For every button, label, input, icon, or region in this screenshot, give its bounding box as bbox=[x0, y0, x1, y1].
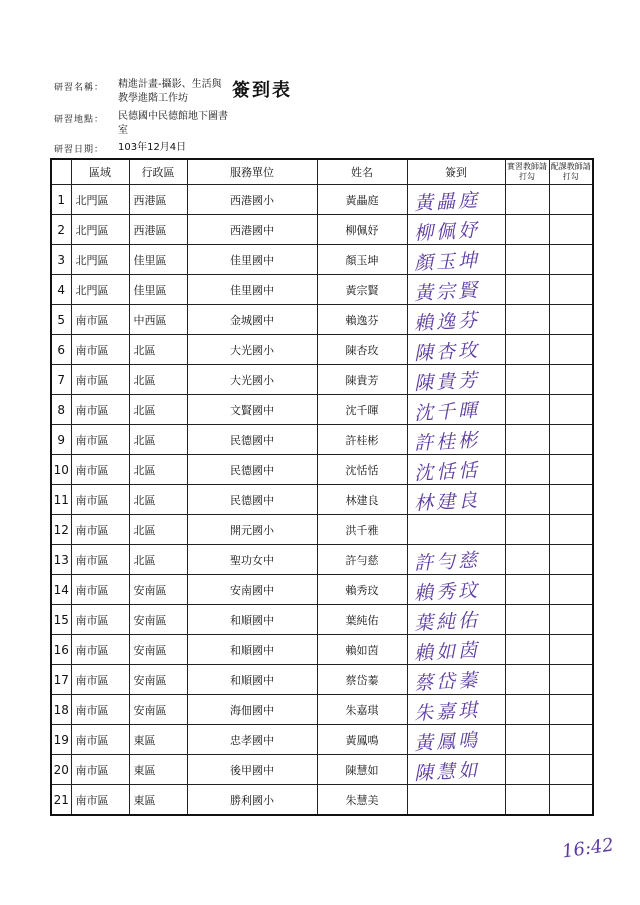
unit-cell: 民德國中 bbox=[187, 455, 317, 485]
handwritten-time-note: 16:42 bbox=[560, 834, 616, 863]
name-cell: 黃鳳鳴 bbox=[317, 725, 407, 755]
intern-check-cell bbox=[505, 305, 549, 335]
course-check-cell bbox=[549, 275, 593, 305]
intern-check-cell bbox=[505, 335, 549, 365]
region-cell: 北門區 bbox=[71, 275, 129, 305]
course-check-cell bbox=[549, 755, 593, 785]
name-cell: 沈千暉 bbox=[317, 395, 407, 425]
region-cell: 北門區 bbox=[71, 215, 129, 245]
name-cell: 黃畾庭 bbox=[317, 185, 407, 215]
district-cell: 安南區 bbox=[129, 605, 187, 635]
col-header-unit: 服務單位 bbox=[187, 159, 317, 185]
col-header-course-check: 配課教師請打勾 bbox=[549, 159, 593, 185]
unit-cell: 大光國小 bbox=[187, 365, 317, 395]
table-row bbox=[51, 635, 593, 665]
district-cell: 北區 bbox=[129, 515, 187, 545]
course-check-cell bbox=[549, 215, 593, 245]
handwritten-signature: 沈恬恬 bbox=[413, 459, 481, 485]
table-row bbox=[51, 725, 593, 755]
handwritten-signature: 沈千暉 bbox=[413, 399, 481, 425]
region-cell: 南市區 bbox=[71, 485, 129, 515]
unit-cell: 勝利國小 bbox=[187, 785, 317, 816]
course-check-cell bbox=[549, 665, 593, 695]
district-cell: 東區 bbox=[129, 755, 187, 785]
course-place-label: 研習地點： bbox=[54, 115, 105, 125]
signature-cell bbox=[407, 665, 505, 695]
name-cell: 林建良 bbox=[317, 485, 407, 515]
table-row bbox=[51, 605, 593, 635]
unit-cell: 西港國小 bbox=[187, 185, 317, 215]
region-cell: 南市區 bbox=[71, 455, 129, 485]
handwritten-signature: 林建良 bbox=[413, 489, 481, 515]
table-row bbox=[51, 305, 593, 335]
unit-cell: 和順國中 bbox=[187, 605, 317, 635]
handwritten-signature: 賴逸芬 bbox=[413, 309, 481, 335]
unit-cell: 文賢國中 bbox=[187, 395, 317, 425]
course-check-cell bbox=[549, 635, 593, 665]
signature-cell bbox=[407, 335, 505, 365]
district-cell: 安南區 bbox=[129, 695, 187, 725]
course-check-cell bbox=[549, 605, 593, 635]
signature-cell bbox=[407, 725, 505, 755]
region-cell: 南市區 bbox=[71, 515, 129, 545]
table-row bbox=[51, 335, 593, 365]
name-cell: 許勻慈 bbox=[317, 545, 407, 575]
signature-cell bbox=[407, 785, 505, 816]
signature-cell bbox=[407, 365, 505, 395]
table-row bbox=[51, 485, 593, 515]
handwritten-signature: 黃宗賢 bbox=[413, 279, 481, 305]
intern-check-cell bbox=[505, 275, 549, 305]
intern-check-cell bbox=[505, 605, 549, 635]
intern-check-cell bbox=[505, 245, 549, 275]
course-check-cell bbox=[549, 395, 593, 425]
district-cell: 北區 bbox=[129, 395, 187, 425]
region-cell: 南市區 bbox=[71, 605, 129, 635]
region-cell: 南市區 bbox=[71, 725, 129, 755]
col-header-signature: 簽到 bbox=[407, 159, 505, 185]
signature-cell bbox=[407, 695, 505, 725]
name-cell: 柳佩妤 bbox=[317, 215, 407, 245]
district-cell: 北區 bbox=[129, 425, 187, 455]
handwritten-signature: 黃畾庭 bbox=[413, 189, 481, 215]
name-cell: 朱嘉琪 bbox=[317, 695, 407, 725]
signature-cell bbox=[407, 545, 505, 575]
district-cell: 北區 bbox=[129, 455, 187, 485]
table-row bbox=[51, 395, 593, 425]
name-cell: 朱慧美 bbox=[317, 785, 407, 816]
row-number: 20 bbox=[51, 755, 71, 785]
col-header-intern-check: 實習教師請打勾 bbox=[505, 159, 549, 185]
row-number: 2 bbox=[51, 215, 71, 245]
course-check-cell bbox=[549, 695, 593, 725]
unit-cell: 大光國小 bbox=[187, 335, 317, 365]
intern-check-cell bbox=[505, 515, 549, 545]
course-check-cell bbox=[549, 185, 593, 215]
row-number: 1 bbox=[51, 185, 71, 215]
name-cell: 陳杏玫 bbox=[317, 335, 407, 365]
table-row bbox=[51, 215, 593, 245]
region-cell: 南市區 bbox=[71, 695, 129, 725]
district-cell: 北區 bbox=[129, 545, 187, 575]
region-cell: 南市區 bbox=[71, 365, 129, 395]
row-number: 5 bbox=[51, 305, 71, 335]
course-check-cell bbox=[549, 785, 593, 816]
intern-check-cell bbox=[505, 635, 549, 665]
unit-cell: 佳里國中 bbox=[187, 275, 317, 305]
name-cell: 賴如茵 bbox=[317, 635, 407, 665]
region-cell: 南市區 bbox=[71, 755, 129, 785]
name-cell: 陳慧如 bbox=[317, 755, 407, 785]
intern-check-cell bbox=[505, 725, 549, 755]
handwritten-signature: 顏玉坤 bbox=[413, 249, 481, 275]
name-cell: 洪千雅 bbox=[317, 515, 407, 545]
col-header-name: 姓名 bbox=[317, 159, 407, 185]
col-header-district: 行政區 bbox=[129, 159, 187, 185]
signature-cell bbox=[407, 395, 505, 425]
unit-cell: 民德國中 bbox=[187, 485, 317, 515]
district-cell: 東區 bbox=[129, 725, 187, 755]
handwritten-signature: 朱嘉琪 bbox=[413, 699, 481, 725]
course-check-cell bbox=[549, 305, 593, 335]
signature-cell bbox=[407, 605, 505, 635]
table-row bbox=[51, 365, 593, 395]
course-date-label: 研習日期： bbox=[54, 145, 105, 155]
course-check-cell bbox=[549, 425, 593, 455]
row-number: 17 bbox=[51, 665, 71, 695]
row-number: 21 bbox=[51, 785, 71, 816]
intern-check-cell bbox=[505, 785, 549, 816]
course-date-value: 103年12月4日 bbox=[118, 142, 187, 153]
table-row bbox=[51, 545, 593, 575]
name-cell: 葉純佑 bbox=[317, 605, 407, 635]
table-row bbox=[51, 425, 593, 455]
district-cell: 東區 bbox=[129, 785, 187, 816]
unit-cell: 後甲國中 bbox=[187, 755, 317, 785]
row-number: 9 bbox=[51, 425, 71, 455]
region-cell: 南市區 bbox=[71, 395, 129, 425]
signature-cell bbox=[407, 245, 505, 275]
unit-cell: 西港國中 bbox=[187, 215, 317, 245]
signature-cell bbox=[407, 425, 505, 455]
row-number: 16 bbox=[51, 635, 71, 665]
district-cell: 北區 bbox=[129, 365, 187, 395]
intern-check-cell bbox=[505, 185, 549, 215]
table-row bbox=[51, 755, 593, 785]
page-title: 簽到表 bbox=[232, 80, 292, 101]
signature-cell bbox=[407, 755, 505, 785]
name-cell: 黃宗賢 bbox=[317, 275, 407, 305]
course-check-cell bbox=[549, 365, 593, 395]
row-number: 6 bbox=[51, 335, 71, 365]
course-check-cell bbox=[549, 515, 593, 545]
row-number: 3 bbox=[51, 245, 71, 275]
handwritten-signature: 許桂彬 bbox=[413, 429, 481, 455]
unit-cell: 和順國中 bbox=[187, 635, 317, 665]
handwritten-signature: 陳貴芳 bbox=[413, 369, 481, 395]
signature-cell bbox=[407, 515, 505, 545]
region-cell: 南市區 bbox=[71, 545, 129, 575]
sign-in-table bbox=[50, 158, 594, 816]
intern-check-cell bbox=[505, 665, 549, 695]
intern-check-cell bbox=[505, 395, 549, 425]
handwritten-signature: 柳佩妤 bbox=[413, 219, 481, 245]
name-cell: 許桂彬 bbox=[317, 425, 407, 455]
unit-cell: 聖功女中 bbox=[187, 545, 317, 575]
unit-cell: 安南國中 bbox=[187, 575, 317, 605]
signature-cell bbox=[407, 215, 505, 245]
region-cell: 北門區 bbox=[71, 185, 129, 215]
table-row bbox=[51, 665, 593, 695]
row-number: 11 bbox=[51, 485, 71, 515]
row-number: 13 bbox=[51, 545, 71, 575]
row-number: 14 bbox=[51, 575, 71, 605]
intern-check-cell bbox=[505, 215, 549, 245]
row-number: 4 bbox=[51, 275, 71, 305]
district-cell: 西港區 bbox=[129, 185, 187, 215]
name-cell: 顏玉坤 bbox=[317, 245, 407, 275]
district-cell: 安南區 bbox=[129, 575, 187, 605]
district-cell: 佳里區 bbox=[129, 275, 187, 305]
course-name-label: 研習名稱： bbox=[54, 83, 105, 93]
region-cell: 南市區 bbox=[71, 305, 129, 335]
unit-cell: 佳里國中 bbox=[187, 245, 317, 275]
course-check-cell bbox=[549, 245, 593, 275]
handwritten-signature: 陳杏玫 bbox=[413, 339, 481, 365]
intern-check-cell bbox=[505, 695, 549, 725]
intern-check-cell bbox=[505, 485, 549, 515]
intern-check-cell bbox=[505, 425, 549, 455]
intern-check-cell bbox=[505, 455, 549, 485]
signature-cell bbox=[407, 485, 505, 515]
signature-cell bbox=[407, 185, 505, 215]
table-row bbox=[51, 695, 593, 725]
region-cell: 南市區 bbox=[71, 425, 129, 455]
row-number: 15 bbox=[51, 605, 71, 635]
unit-cell: 忠孝國中 bbox=[187, 725, 317, 755]
course-check-cell bbox=[549, 575, 593, 605]
signature-cell bbox=[407, 455, 505, 485]
handwritten-signature: 黃鳳鳴 bbox=[413, 729, 481, 755]
district-cell: 西港區 bbox=[129, 215, 187, 245]
col-header-number bbox=[51, 159, 71, 185]
course-check-cell bbox=[549, 335, 593, 365]
district-cell: 佳里區 bbox=[129, 245, 187, 275]
course-place-value: 民德國中民德館地下圖書室 bbox=[118, 111, 228, 136]
table-row bbox=[51, 275, 593, 305]
name-cell: 賴秀玟 bbox=[317, 575, 407, 605]
table-row bbox=[51, 455, 593, 485]
col-header-region: 區域 bbox=[71, 159, 129, 185]
unit-cell: 和順國中 bbox=[187, 665, 317, 695]
name-cell: 蔡岱蓁 bbox=[317, 665, 407, 695]
unit-cell: 金城國中 bbox=[187, 305, 317, 335]
unit-cell: 民德國中 bbox=[187, 425, 317, 455]
signature-cell bbox=[407, 575, 505, 605]
region-cell: 南市區 bbox=[71, 785, 129, 816]
intern-check-cell bbox=[505, 365, 549, 395]
handwritten-signature: 陳慧如 bbox=[413, 759, 481, 785]
name-cell: 陳貴芳 bbox=[317, 365, 407, 395]
row-number: 19 bbox=[51, 725, 71, 755]
handwritten-signature: 蔡岱蓁 bbox=[413, 669, 481, 695]
unit-cell: 海佃國中 bbox=[187, 695, 317, 725]
table-header-row bbox=[51, 159, 593, 185]
unit-cell: 開元國小 bbox=[187, 515, 317, 545]
district-cell: 中西區 bbox=[129, 305, 187, 335]
district-cell: 安南區 bbox=[129, 665, 187, 695]
region-cell: 南市區 bbox=[71, 575, 129, 605]
course-check-cell bbox=[549, 545, 593, 575]
handwritten-signature: 許勻慈 bbox=[413, 549, 481, 575]
signature-cell bbox=[407, 275, 505, 305]
signature-cell bbox=[407, 635, 505, 665]
region-cell: 南市區 bbox=[71, 665, 129, 695]
region-cell: 南市區 bbox=[71, 635, 129, 665]
row-number: 8 bbox=[51, 395, 71, 425]
handwritten-signature: 賴秀玟 bbox=[413, 579, 481, 605]
intern-check-cell bbox=[505, 545, 549, 575]
table-row bbox=[51, 245, 593, 275]
district-cell: 北區 bbox=[129, 335, 187, 365]
handwritten-signature: 賴如茵 bbox=[413, 639, 481, 665]
district-cell: 安南區 bbox=[129, 635, 187, 665]
table-row bbox=[51, 515, 593, 545]
table-row bbox=[51, 575, 593, 605]
region-cell: 南市區 bbox=[71, 335, 129, 365]
handwritten-signature: 葉純佑 bbox=[413, 609, 481, 635]
course-name-value: 精進計畫-攝影、生活與教學進階工作坊 bbox=[118, 79, 222, 104]
intern-check-cell bbox=[505, 755, 549, 785]
name-cell: 沈恬恬 bbox=[317, 455, 407, 485]
course-check-cell bbox=[549, 725, 593, 755]
row-number: 18 bbox=[51, 695, 71, 725]
intern-check-cell bbox=[505, 575, 549, 605]
table-row bbox=[51, 785, 593, 816]
course-check-cell bbox=[549, 455, 593, 485]
region-cell: 北門區 bbox=[71, 245, 129, 275]
course-check-cell bbox=[549, 485, 593, 515]
row-number: 7 bbox=[51, 365, 71, 395]
signature-cell bbox=[407, 305, 505, 335]
row-number: 10 bbox=[51, 455, 71, 485]
name-cell: 賴逸芬 bbox=[317, 305, 407, 335]
table-row bbox=[51, 185, 593, 215]
district-cell: 北區 bbox=[129, 485, 187, 515]
row-number: 12 bbox=[51, 515, 71, 545]
